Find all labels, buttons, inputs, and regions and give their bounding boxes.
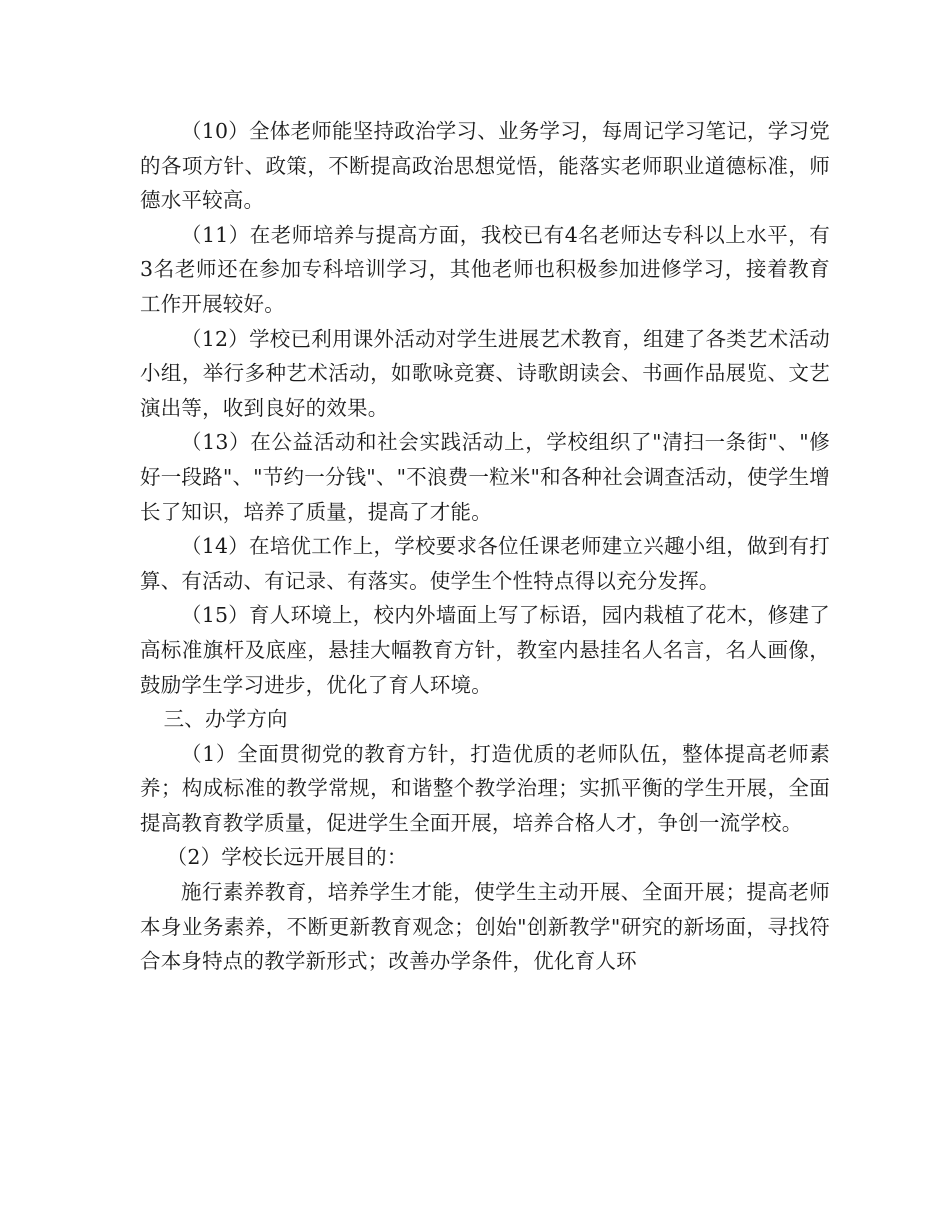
paragraph-11: （11）在老师培养与提高方面，我校已有4名老师达专科以上水平，有3名老师还在参加专科培训学习，其他老师也积极参加进修学习，接着教育工作开展较好。	[140, 222, 830, 316]
direction-item-2: （2）学校长远开展目的：	[166, 845, 408, 870]
direction-item-2-body: 施行素养教育，培养学生才能，使学生主动开展、全面开展；提高老师本身业务素养，不断更新教育观念；创始"创新教学"研究的新场面，寻找符合本身特点的教学新形式；改善办学条件，优化育人环	[140, 880, 830, 974]
direction-item-1: （1）全面贯彻党的教育方针，打造优质的老师队伍，整体提高老师素养；构成标准的教学常规，和谐整个教学治理；实抓平衡的学生开展，全面提高教育教学质量，促进学生全面开展，培养合格人才，争创一流学校。	[140, 741, 830, 835]
paragraph-12: （12）学校已利用课外活动对学生进展艺术教育，组建了各类艺术活动小组，举行多种艺术活动，如歌咏竞赛、诗歌朗读会、书画作品展览、文艺演出等，收到良好的效果。	[140, 326, 830, 420]
paragraph-14: （14）在培优工作上，学校要求各位任课老师建立兴趣小组，做到有打算、有活动、有记录、有落实。使学生个性特点得以充分发挥。	[140, 534, 830, 593]
document-page	[140, 114, 830, 979]
paragraph-10: （10）全体老师能坚持政治学习、业务学习，每周记学习笔记，学习党的各项方针、政策，不断提高政治思想觉悟，能落实老师职业道德标准，师德水平较高。	[140, 119, 830, 213]
paragraph-13: （13）在公益活动和社会实践活动上，学校组织了"清扫一条街"、"修好一段路"、"节约一分钱"、"不浪费一粒米"和各种社会调查活动，使学生增长了知识，培养了质量，提高了才能。	[140, 430, 830, 524]
section-heading-direction: 三、办学方向	[163, 707, 288, 732]
paragraph-15: （15）育人环境上，校内外墙面上写了标语，园内栽植了花木，修建了高标准旗杆及底座，悬挂大幅教育方针，教室内悬挂名人名言，名人画像，鼓励学生学习进步，优化了育人环境。	[140, 603, 830, 697]
